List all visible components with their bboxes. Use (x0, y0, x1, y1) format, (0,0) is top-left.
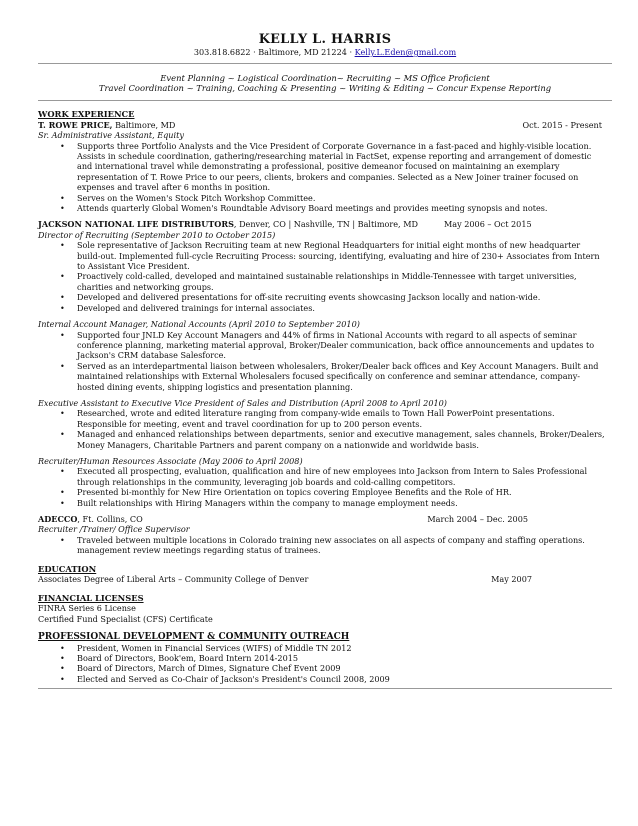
company-location: Baltimore, MD (112, 119, 176, 130)
contact-line (38, 47, 612, 64)
bullet-icon: • (60, 466, 65, 477)
bullet-list (38, 240, 612, 313)
bullet-icon: • (60, 292, 65, 303)
section-title-education: EDUCATION (38, 563, 97, 574)
bullet-list (38, 141, 612, 214)
list-item (38, 653, 612, 663)
bullet-icon: • (60, 487, 65, 498)
bullet-icon: • (60, 534, 65, 545)
bullet-list (38, 643, 612, 685)
job-dates: May 2006 – Oct 2015 (443, 219, 532, 230)
list-item-text: Supported four JNLD Key Account Managers and 44% of firms in National Accounts with regard to all aspects of seminar conference planning, marketing material approval, Broker/Dealer communication, back office announcements and updates to Jackson's CRM database Salesforce. (77, 329, 595, 361)
bullet-icon: • (60, 497, 65, 508)
company-name: JACKSON NATIONAL LIFE DISTRIBUTORS (38, 219, 234, 230)
list-item (38, 429, 612, 450)
list-item-text: Executed all prospecting, evaluation, qualification and hire of new employees into Jackson from Intern to Sales Professional through relationships in the community, leveraging job boards and cold-calling competitors. (77, 466, 588, 487)
list-item (38, 271, 612, 292)
section-title-work-experience: WORK EXPERIENCE (38, 109, 135, 120)
list-item-text: Served as an interdepartmental liaison between wholesalers, Broker/Dealer back offices and Key Account Managers. Built and maintained relationships with External Wholesalers focused specifically on conference and seminar attendance, company-hosted dining events, shipping logistics and presentation planning. (77, 360, 599, 392)
list-item-text: Researched, wrote and edited literature ranging from company-wide emails to Town Hall PowerPoint presentations. Responsible for meeting, event and travel coordination for up to 200 person events. (77, 408, 555, 429)
bullet-list (38, 535, 612, 556)
bullet-icon: • (60, 240, 65, 251)
skills-line: Travel Coordination ~ Training, Coaching & Presenting ~ Writing & Editing ~ Concur Expense Reporting (98, 83, 552, 94)
list-item (38, 643, 612, 653)
list-item (38, 240, 612, 271)
job-role: Recruiter /Trainer/ Office Supervisor (38, 524, 190, 535)
bullet-list (38, 466, 612, 508)
list-item-text: Board of Directors, Book'em, Board Intern 2014-2015 (77, 653, 299, 664)
graduation-date: May 2007 (491, 574, 532, 585)
list-item (38, 487, 612, 497)
job-role: Director of Recruiting (September 2010 to October 2015) (38, 229, 276, 240)
bullet-icon: • (60, 653, 65, 664)
list-item (38, 408, 612, 429)
list-item-text: Managed and enhanced relationships between departments, senior and executive management, sales channels, Broker/Dealers, Money Managers, Charitable Partners and parent company on a nationwide and worldwide basis. (77, 429, 605, 450)
list-item-text: Presented bi-monthly for New Hire Orientation on topics covering Employee Benefits and the Role of HR. (77, 487, 512, 498)
bullet-icon: • (60, 673, 65, 684)
list-item-text: Traveled between multiple locations in Colorado training new associates on all aspects of company and staffing operations. management review meetings regarding status of trainees. (77, 534, 585, 556)
bottom-rule (38, 688, 612, 689)
bullet-icon: • (60, 192, 65, 203)
bullet-icon: • (60, 360, 65, 371)
bullet-icon: • (60, 663, 65, 674)
list-item (38, 303, 612, 313)
list-item-text: Developed and delivered presentations for off-site recruiting events showcasing Jackson locally and nation-wide. (77, 292, 541, 303)
bullet-icon: • (60, 203, 65, 214)
list-item-text: President, Women in Financial Services (WIFS) of Middle TN 2012 (77, 642, 352, 653)
degree: Associates Degree of Liberal Arts – Community College of Denver (38, 574, 309, 585)
license-item: Certified Fund Specialist (CFS) Certificate (38, 613, 213, 624)
list-item-text: Elected and Served as Co-Chair of Jackson's President's Council 2008, 2009 (77, 673, 390, 684)
list-item (38, 361, 612, 392)
skills-line: Event Planning ~ Logistical Coordination~ Recruiting ~ MS Office Proficient (160, 72, 490, 83)
job-role: Internal Account Manager, National Accounts (April 2010 to September 2010) (38, 319, 360, 330)
job-header-adecco (38, 514, 612, 524)
company-location: , Denver, CO | Nashville, TN | Baltimore, MD (233, 219, 418, 230)
list-item-text: Sole representative of Jackson Recruiting team at new Regional Headquarters for initial eight months of new headquarter build-out. Implemented full-cycle Recruiting Process: sourcing, identifying, evaluating and hire of 230+ Associates from Intern to Assistant Vice President. (77, 240, 600, 272)
list-item (38, 466, 612, 487)
bullet-icon: • (60, 271, 65, 282)
company-location: , Ft. Collins, CO (77, 514, 143, 524)
job-dates: Oct. 2015 - Present (522, 119, 602, 130)
list-item-text: Supports three Portfolio Analysts and the Vice President of Corporate Governance in a fast-paced and highly-visible location. Assists in schedule coordination, gathering/researching material in FactSet, expense reporting and arrangement of domestic and international travel while demonstrating a professional, positive demeanor focused on maintaining an exemplary representation of T. Rowe Price to our peers, clients, brokers and companies. Selected as a New Joiner trainer focused on expenses and travel after 6 months in position. (77, 140, 592, 193)
list-item (38, 193, 612, 203)
email-link[interactable]: Kelly.L.Eden@gmail.com (354, 47, 457, 57)
list-item (38, 674, 612, 684)
job-header-trowe (38, 120, 612, 130)
list-item-text: Developed and delivered trainings for internal associates. (77, 302, 315, 313)
list-item (38, 498, 612, 508)
list-item-text: Attends quarterly Global Women's Roundtable Advisory Board meetings and provides meeting synopsis and notes. (77, 203, 548, 214)
job-header-jackson (38, 219, 612, 229)
section-title-development: PROFESSIONAL DEVELOPMENT & COMMUNITY OUTREACH (38, 632, 350, 643)
list-item (38, 141, 612, 193)
bullet-icon: • (60, 302, 65, 313)
bullet-icon: • (60, 642, 65, 653)
list-item (38, 203, 612, 213)
contact-details: 303.818.6822 · Baltimore, MD 21224 · (193, 47, 355, 57)
company-name: ADECCO (38, 514, 78, 524)
bullet-icon: • (60, 140, 65, 151)
education-entry (38, 574, 612, 584)
job-role: Executive Assistant to Executive Vice President of Sales and Distribution (April 2008 to April 2010) (38, 397, 447, 408)
job-role: Recruiter/Human Resources Associate (May 2006 to April 2008) (38, 455, 303, 466)
bullet-icon: • (60, 408, 65, 419)
list-item-text: Board of Directors, March of Dimes, Signature Chef Event 2009 (77, 663, 341, 674)
bullet-icon: • (60, 429, 65, 440)
candidate-name: KELLY L. HARRIS (258, 32, 392, 47)
list-item (38, 292, 612, 302)
bullet-list (38, 408, 612, 450)
list-item (38, 663, 612, 673)
job-dates: March 2004 – Dec. 2005 (427, 514, 528, 524)
list-item-text: Built relationships with Hiring Managers within the company to manage employment needs. (77, 497, 458, 508)
company-name: T. ROWE PRICE, (38, 119, 113, 130)
list-item (38, 330, 612, 361)
license-item: FINRA Series 6 License (38, 603, 136, 614)
list-item (38, 535, 612, 556)
list-item-text: Serves on the Women's Stock Pitch Workshop Committee. (77, 192, 316, 203)
job-role: Sr. Administrative Assistant, Equity (38, 130, 184, 141)
list-item-text: Proactively cold-called, developed and maintained sustainable relationships in Middle-Tennessee with target universities, charities and networking groups. (77, 271, 577, 292)
bullet-icon: • (60, 329, 65, 340)
bullet-list (38, 330, 612, 392)
skills-summary (38, 73, 612, 102)
section-title-licenses: FINANCIAL LICENSES (38, 592, 144, 603)
